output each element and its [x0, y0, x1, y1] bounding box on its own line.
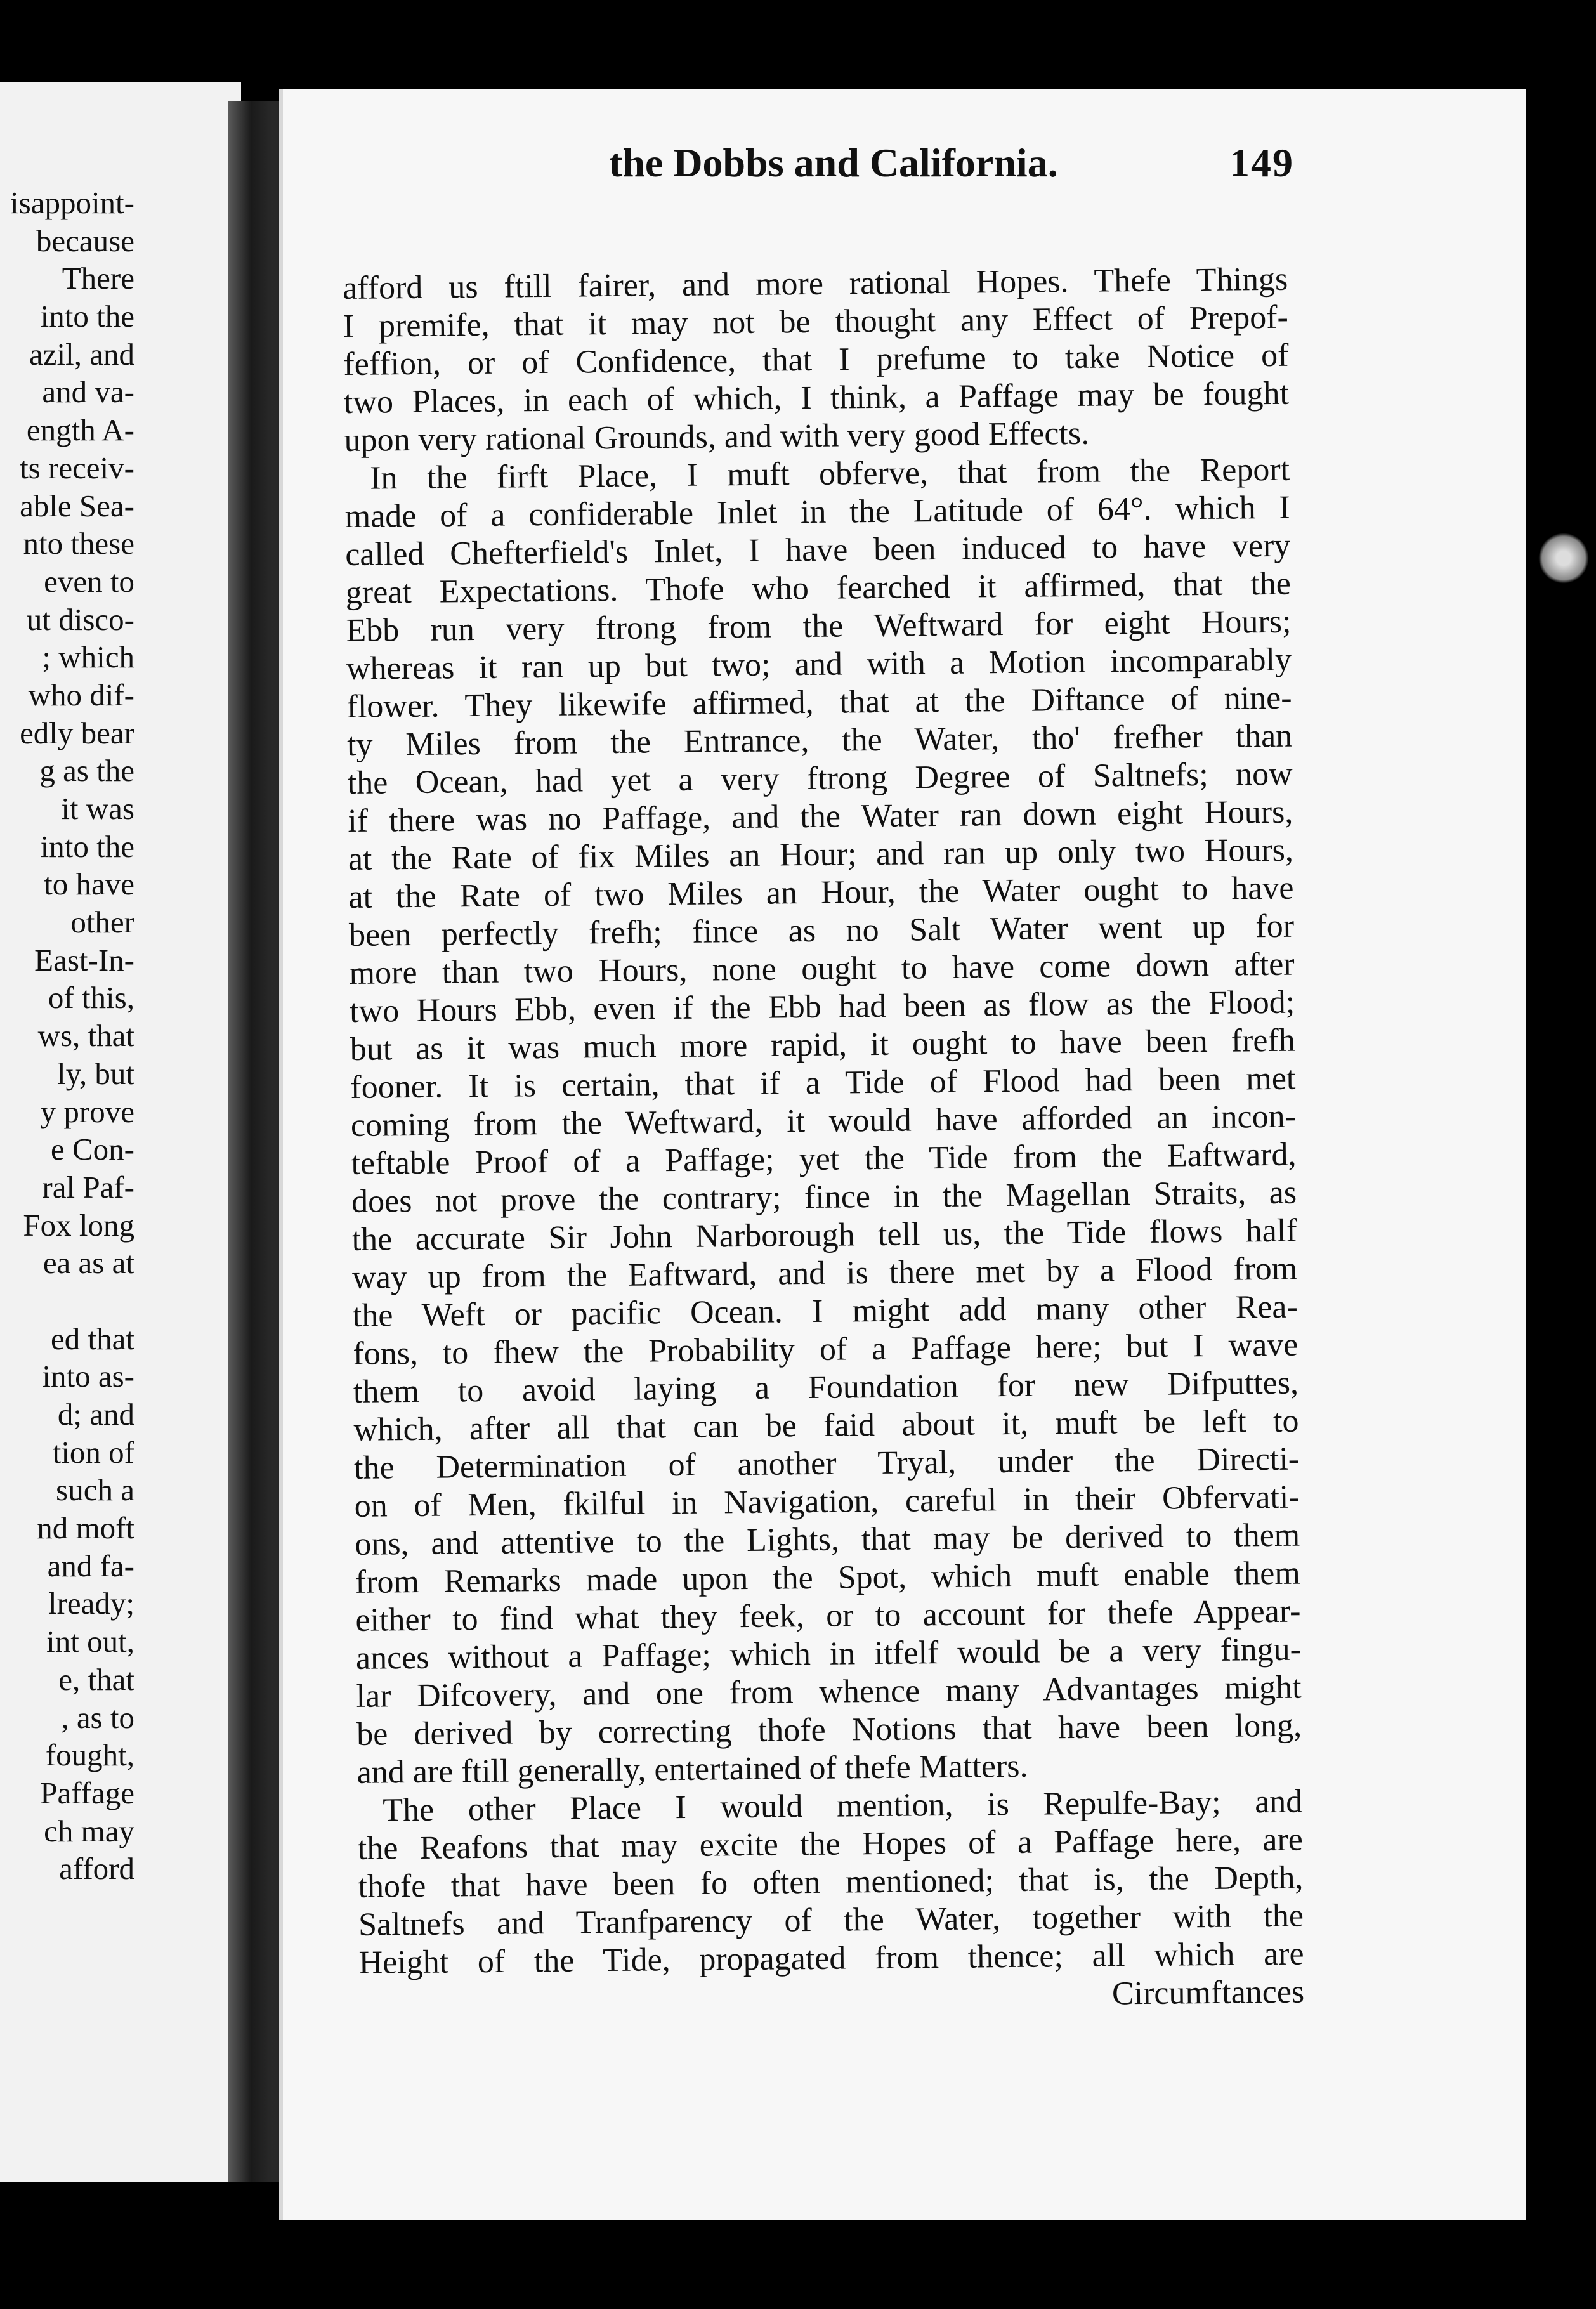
running-title: the Dobbs and California.: [609, 140, 1058, 185]
left-fragment: lready;: [48, 1586, 134, 1621]
left-fragment: afford: [59, 1851, 134, 1887]
book-gutter: [228, 101, 285, 2182]
text-line: but as it was much more rapid, it ought to have been frefh: [350, 1022, 1296, 1068]
left-fragment: other: [70, 905, 134, 940]
left-fragment: ength A-: [26, 412, 134, 448]
left-fragment: East-In-: [34, 942, 134, 978]
text-line: teftable Proof of a Paffage; yet the Tide from the Eaftward,: [351, 1136, 1297, 1182]
text-line: ty Miles from the Entrance, the Water, tho' frefher than: [346, 717, 1293, 763]
left-fragment: and va-: [42, 374, 134, 410]
text-line: more than two Hours, none ought to have come down after: [349, 946, 1295, 991]
body-text: [343, 261, 1304, 2020]
page-header: [330, 140, 1294, 203]
text-line: the Ocean, had yet a very ftrong Degree of Saltnefs; now: [347, 755, 1293, 801]
left-fragment: into the: [40, 828, 134, 864]
left-fragment: ch may: [44, 1813, 134, 1848]
text-line: two Hours Ebb, even if the Ebb had been as flow as the Flood;: [349, 984, 1295, 1030]
left-page-text: [0, 184, 134, 1888]
text-line: them to avoid laying a Foundation for new Difputtes,: [353, 1364, 1299, 1410]
left-fragment: because: [36, 223, 134, 258]
text-line: Ebb run very ftrong from the Weftward for eight Hours;: [346, 603, 1292, 649]
left-fragment: Paffage: [40, 1775, 134, 1810]
left-fragment: ea as at: [43, 1245, 134, 1281]
text-line: which, after all that can be faid about it, muft be left to: [353, 1403, 1299, 1448]
left-fragment: it was: [61, 791, 134, 826]
text-line: the Determination of another Tryal, under the Directi-: [353, 1441, 1300, 1486]
text-line: made of a confiderable Inlet in the Latitude of 64°. which I: [344, 489, 1290, 535]
left-fragment: ed that: [51, 1321, 134, 1356]
left-fragment: and fa-: [47, 1548, 134, 1583]
text-line: flower. They likewife affirmed, that at the Diftance of nine-: [346, 679, 1292, 725]
text-line: The other Place I would mention, is Repulfe-Bay; and: [383, 1783, 1303, 1829]
text-line: called Chefterfield's Inlet, I have been induced to have very: [345, 527, 1291, 573]
left-fragment: fought,: [45, 1737, 134, 1773]
text-line: at the Rate of fix Miles an Hour; and ran up only two Hours,: [348, 832, 1294, 877]
text-line: been perfectly frefh; fince as no Salt Water went up for: [348, 908, 1295, 953]
text-line: whereas it ran up but two; and with a Motion incomparably: [346, 641, 1292, 687]
text-line: the Reafons that may excite the Hopes of a Paffage here, are: [357, 1821, 1304, 1867]
text-line: fooner. It is certain, that if a Tide of Flood had been met: [350, 1060, 1296, 1106]
text-line: coming from the Weftward, it would have afforded an incon-: [350, 1098, 1297, 1144]
text-line: does not prove the contrary; fince in the Magellan Straits, as: [351, 1174, 1297, 1220]
left-fragment: nd moft: [37, 1510, 134, 1546]
text-line: if there was no Paffage, and the Water ran down eight Hours,: [348, 794, 1293, 839]
text-line: ons, and attentive to the Lights, that may be derived to them: [355, 1517, 1300, 1562]
left-fragment: into as-: [42, 1359, 134, 1394]
text-line: either to find what they feek, or to account for thefe Appear-: [355, 1593, 1301, 1639]
left-fragment: ts receiv-: [20, 450, 134, 485]
left-fragment: isappoint-: [10, 185, 134, 220]
left-fragment: able Sea-: [20, 488, 134, 523]
text-line: the Weft or pacific Ocean. I might add many other Rea-: [352, 1288, 1298, 1334]
left-fragment: ; which: [42, 639, 134, 675]
left-fragment: tion of: [52, 1434, 134, 1470]
left-fragment: such a: [56, 1472, 134, 1508]
left-fragment: who dif-: [28, 677, 134, 712]
text-line: In the firft Place, I muft obferve, that from the Report: [369, 451, 1290, 497]
text-line: Saltnefs and Tranfparency of the Water, together with the: [358, 1897, 1304, 1943]
left-fragment: ut disco-: [26, 601, 134, 637]
left-fragment: g as the: [39, 753, 134, 788]
left-fragment: d; and: [57, 1397, 134, 1432]
left-fragment: There: [62, 261, 134, 296]
left-fragment: ws, that: [37, 1018, 134, 1054]
left-fragment: [0, 1282, 134, 1320]
text-line: lar Difcovery, and one from whence many Advantages might: [356, 1669, 1302, 1715]
left-fragment: even to: [44, 563, 134, 599]
text-line: at the Rate of two Miles an Hour, the Water ought to have: [348, 870, 1294, 915]
text-line: afford us ftill fairer, and more rational Hopes. Thefe Things: [343, 261, 1288, 306]
text-line: fons, to fhew the Probability of a Paffage here; but I wave: [353, 1326, 1298, 1372]
text-line: the accurate Sir John Narborough tell us, the Tide flows half: [351, 1212, 1297, 1258]
text-line: thofe that have been fo often mentioned; that is, the Depth,: [358, 1859, 1304, 1905]
text-line: great Expectations. Thofe who fearched it affirmed, that the: [345, 565, 1292, 611]
left-fragment: to have: [44, 867, 134, 902]
text-line: feffion, or of Confidence, that I prefume to take Notice of: [343, 337, 1289, 383]
text-line: I premife, that it may not be thought any Effect of Prepof-: [343, 299, 1289, 344]
left-fragment: Fox long: [23, 1207, 134, 1243]
text-line: two Places, in each of which, I think, a Paffage may be fought: [343, 375, 1290, 421]
text-line: be derived by correcting thofe Notions that have been long,: [356, 1707, 1302, 1753]
page-number: 149: [1229, 140, 1294, 185]
text-line: upon very rational Grounds, and with very good Effects.: [344, 415, 1090, 459]
left-fragment: int out,: [46, 1624, 134, 1659]
text-line: and are ftill generally, entertained of thefe Matters.: [356, 1748, 1028, 1791]
text-line: Circumftances: [1111, 1973, 1305, 2012]
left-fragment: edly bear: [20, 715, 134, 750]
left-fragment: ly, but: [56, 1056, 134, 1091]
text-line: ances without a Paffage; which in itfelf would be a very fingu-: [355, 1631, 1302, 1677]
left-fragment: into the: [40, 299, 134, 334]
left-fragment: of this,: [48, 980, 134, 1016]
left-fragment: e, that: [58, 1661, 134, 1697]
text-line: on of Men, fkilful in Navigation, careful in their Obfervati-: [354, 1479, 1300, 1524]
left-fragment: , as to: [61, 1699, 134, 1735]
left-fragment: y prove: [40, 1094, 134, 1129]
left-fragment: ral Paf-: [42, 1169, 134, 1205]
text-line: Height of the Tide, propagated from thence; all which are: [358, 1935, 1304, 1981]
left-fragment: e Con-: [51, 1132, 134, 1167]
left-fragment: azil, and: [29, 336, 134, 372]
text-line: from Remarks made upon the Spot, which muft enable them: [355, 1555, 1301, 1600]
page-smudge: [1538, 533, 1589, 584]
text-line: way up from the Eaftward, and is there met by a Flood from: [351, 1250, 1298, 1296]
left-fragment: nto these: [23, 526, 134, 561]
